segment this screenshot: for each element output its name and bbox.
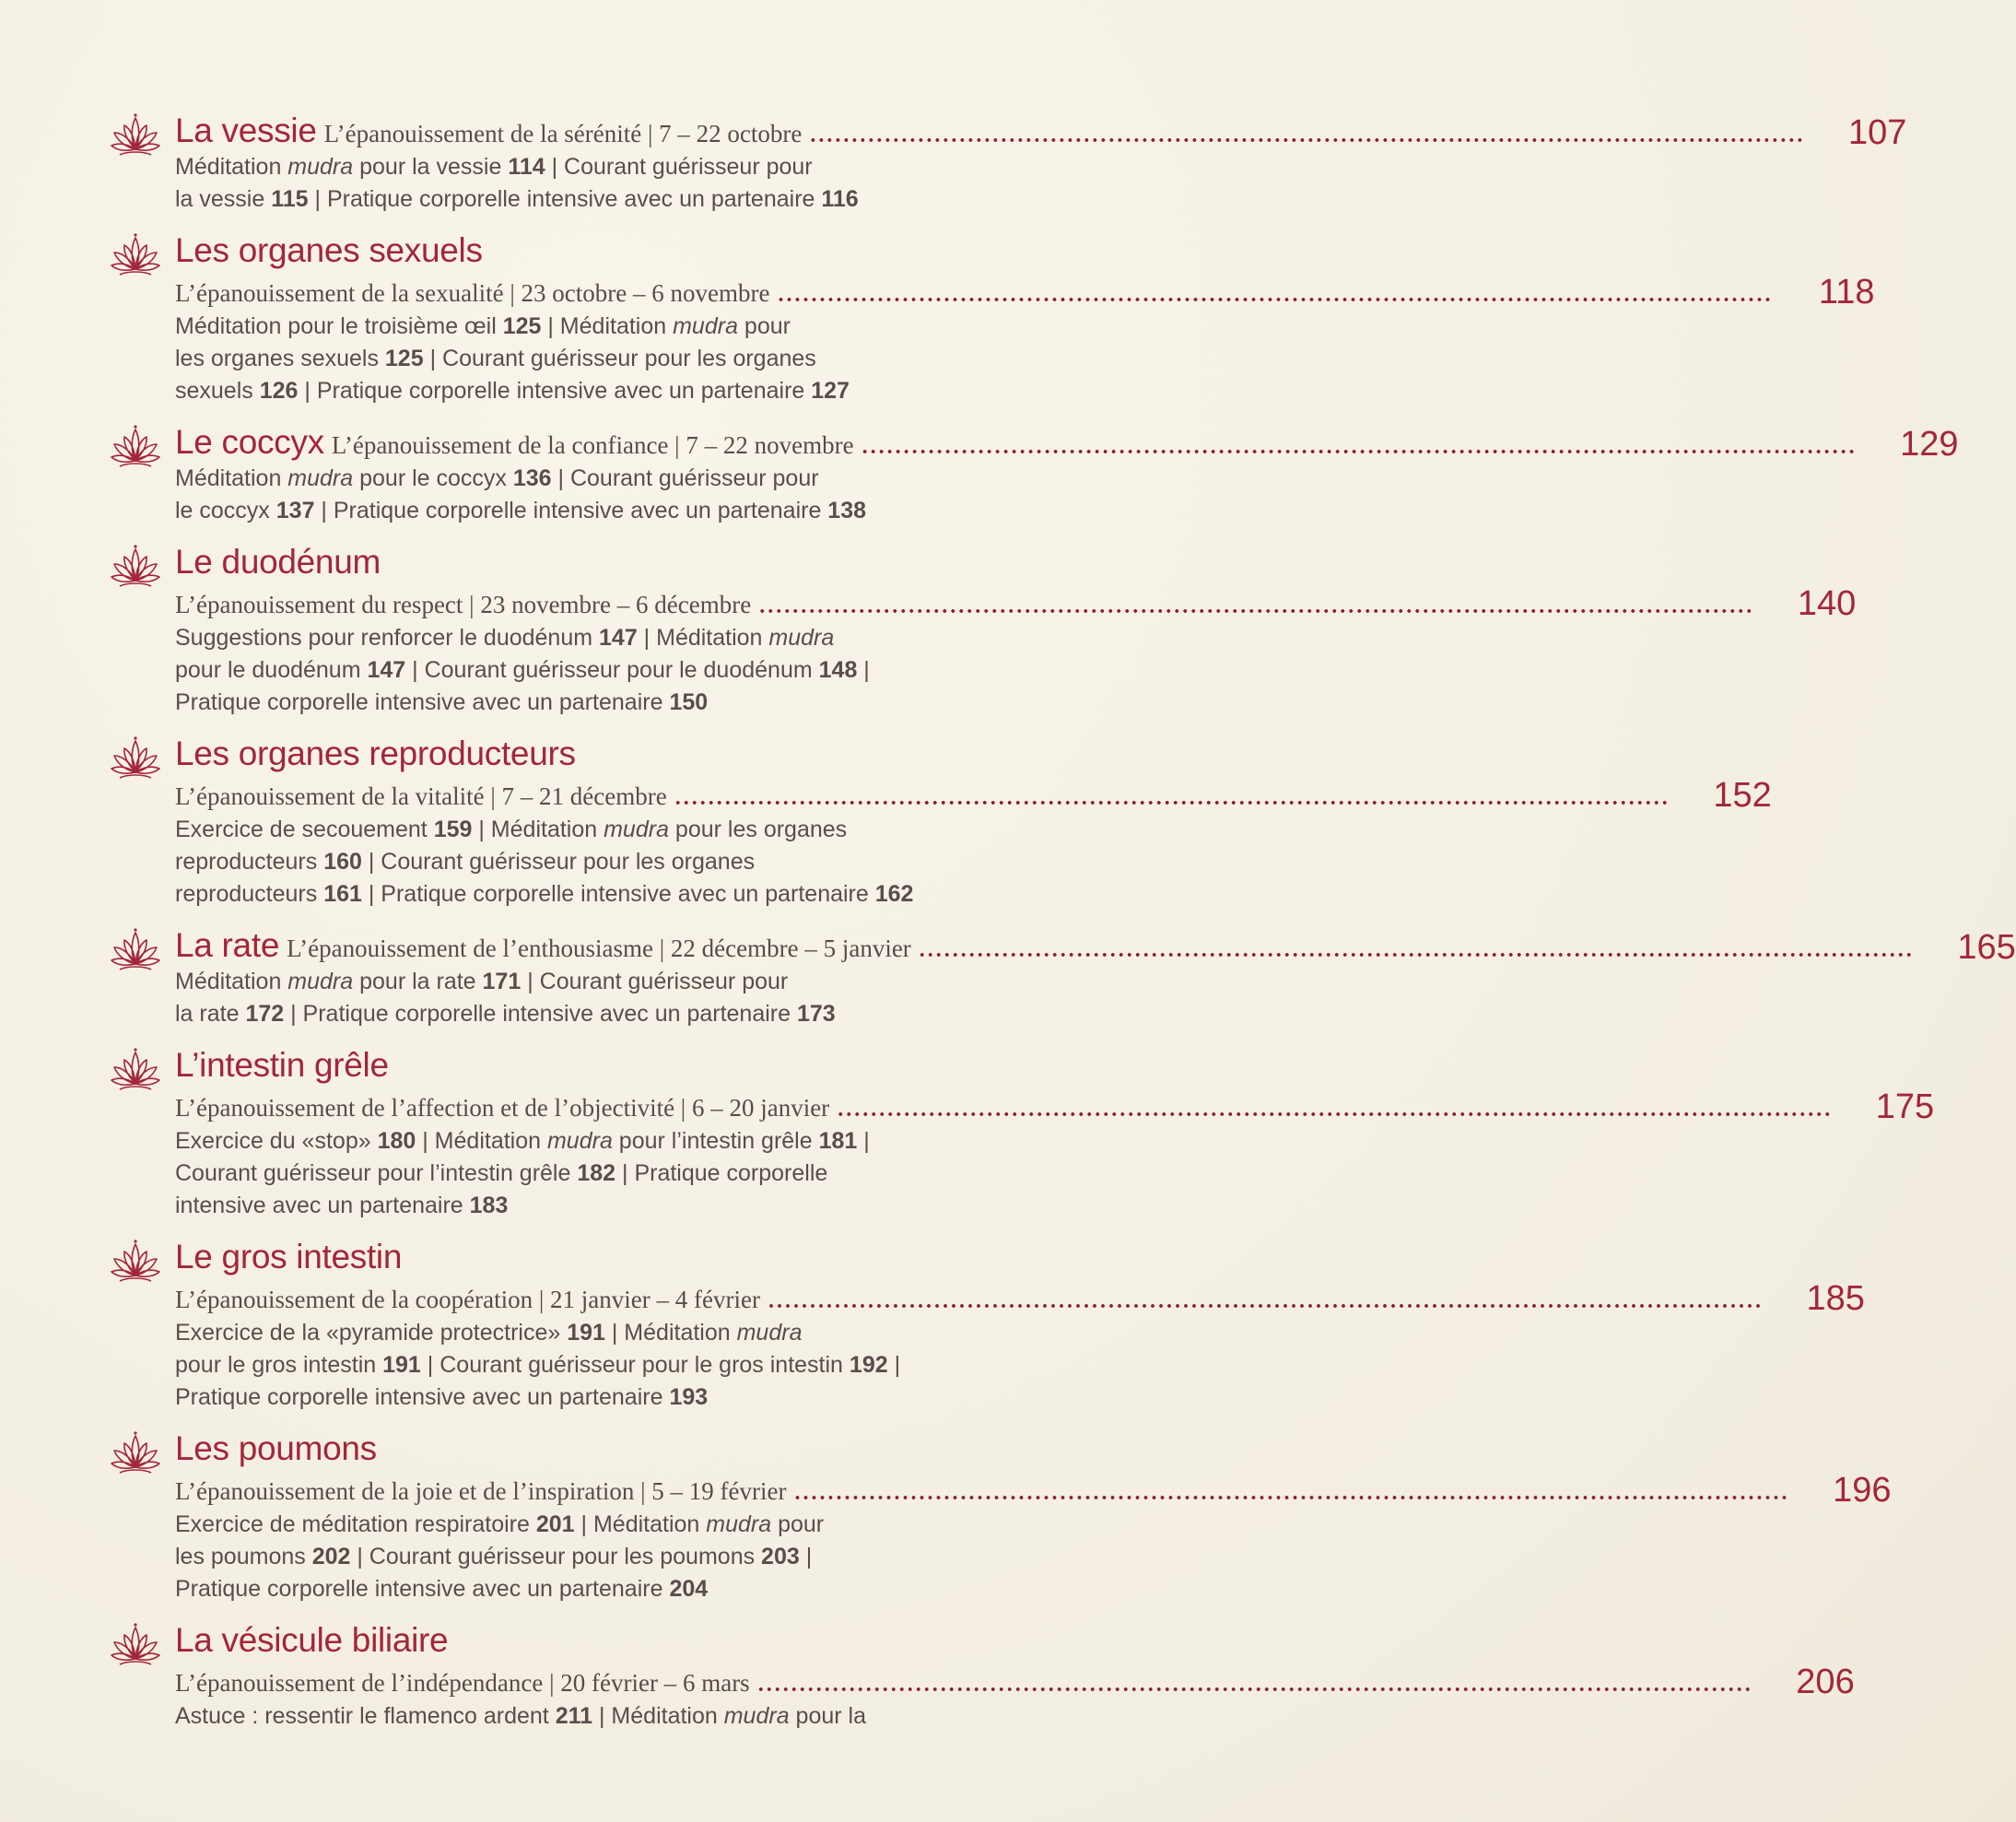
page-ref: 192 [849, 1352, 888, 1378]
detail-text: pour l’intestin grêle [612, 1128, 819, 1154]
entry-title[interactable]: Le coccyx [175, 423, 324, 461]
entry-detail-line [175, 375, 1023, 407]
toc-entry[interactable] [109, 230, 1875, 407]
detail-text: | [857, 1128, 870, 1154]
detail-text: les poumons [175, 1544, 312, 1569]
detail-text: la vessie [175, 186, 272, 212]
entry-detail-line [175, 846, 1023, 878]
entry-heading-row [175, 1045, 1141, 1086]
page-ref: 138 [827, 498, 867, 523]
page-ref: 191 [567, 1320, 605, 1346]
entry-subtitle-row [175, 582, 1857, 623]
entry-title[interactable]: La vésicule biliaire [175, 1621, 449, 1659]
entry-subheading [175, 780, 1670, 813]
lotus-icon [109, 1622, 162, 1670]
page-ref: 193 [669, 1384, 709, 1410]
page-ref: 114 [508, 154, 545, 180]
detail-text: Suggestions pour renforcer le duodénum [175, 625, 600, 651]
entry-heading [175, 111, 1805, 151]
detail-text: Exercice de secouement [175, 817, 434, 842]
page-number[interactable]: 196 [1833, 1471, 1892, 1510]
detail-text: | Pratique corporelle [615, 1160, 828, 1186]
entry-subtitle: L’épanouissement de l’indépendance | 20 février – 6 mars [175, 1669, 750, 1697]
page-ref: 136 [512, 465, 552, 491]
page-ref: 173 [796, 1001, 836, 1027]
toc-entry[interactable] [109, 734, 1772, 911]
page-ref: 150 [669, 689, 709, 715]
detail-text: | [887, 1352, 901, 1378]
page-number[interactable]: 175 [1875, 1087, 1935, 1126]
entry-title[interactable]: Les organes sexuels [175, 231, 483, 269]
page-ref: 203 [761, 1544, 800, 1569]
lotus-icon [109, 1047, 162, 1095]
entry-detail-line [175, 1349, 1023, 1381]
detail-text: pour le gros intestin [175, 1352, 383, 1378]
entry-subtitle: L’épanouissement du respect | 23 novembre – 6 décembre [175, 591, 752, 618]
entry-heading-row [175, 1428, 1141, 1469]
entry-title[interactable]: L’intestin grêle [175, 1046, 389, 1084]
page-ref: 125 [384, 346, 424, 371]
page-number[interactable]: 206 [1796, 1663, 1855, 1701]
detail-text: | Méditation [574, 1511, 707, 1537]
entry-heading-row [175, 230, 1141, 271]
detail-text: Exercice de la «pyramide protectrice» [175, 1320, 568, 1346]
detail-text: | Pratique corporelle intensive avec un partenaire [314, 498, 828, 523]
entry-detail-line [175, 654, 1023, 687]
entry-detail-line [175, 183, 1023, 216]
page-ref: 148 [818, 657, 858, 683]
detail-text: reproducteurs [175, 849, 324, 875]
detail-text: Méditation [175, 154, 288, 180]
detail-text: Exercice du «stop» [175, 1128, 378, 1154]
detail-text: pour la vessie [353, 154, 509, 180]
entry-subtitle: L’épanouissement de l’enthousiasme | 22 décembre – 5 janvier [287, 935, 911, 962]
detail-text: | Courant guérisseur pour les organes [423, 346, 816, 371]
entry-detail-line [175, 687, 1023, 719]
page-ref: 171 [482, 969, 522, 994]
detail-text: | Courant guérisseur pour le gros intestin [420, 1352, 850, 1378]
page-ref: 137 [275, 498, 315, 523]
entry-subheading [175, 1283, 1764, 1316]
page-ref: 126 [259, 378, 299, 404]
entry-detail-line [175, 1317, 1023, 1349]
toc-entry[interactable] [109, 111, 1907, 216]
detail-text: | Courant guérisseur pour les poumons [350, 1544, 762, 1569]
detail-text: Méditation [175, 465, 288, 491]
detail-text: | [857, 657, 870, 683]
entry-detail-line [175, 1158, 1023, 1190]
entry-detail-line [175, 878, 1023, 911]
entry-heading-row [175, 925, 2016, 967]
entry-subtitle-row [175, 271, 1875, 312]
entry-title[interactable]: La rate [175, 926, 280, 964]
entry-detail-line [175, 463, 1023, 495]
entry-detail-line [175, 1700, 1023, 1733]
toc-entry[interactable] [109, 422, 1959, 527]
toc-entry[interactable] [109, 1620, 1855, 1733]
detail-text: mudra [736, 1320, 803, 1346]
page-number[interactable]: 107 [1847, 113, 1907, 152]
page-ref: 172 [245, 1001, 285, 1027]
entry-detail-line [175, 814, 1023, 846]
detail-text: Exercice de méditation respiratoire [175, 1511, 536, 1537]
detail-text: | Pratique corporelle intensive avec un partenaire [298, 378, 812, 404]
entry-subtitle-row [175, 1469, 1892, 1510]
detail-text: Astuce : ressentir le flamenco ardent [175, 1703, 556, 1729]
detail-text: mudra [287, 969, 354, 994]
detail-text: les organes sexuels [175, 346, 385, 371]
entry-title[interactable]: Les poumons [175, 1429, 377, 1467]
entry-subtitle: L’épanouissement de la sexualité | 23 octobre – 6 novembre [175, 279, 770, 307]
detail-text: intensive avec un partenaire [175, 1193, 470, 1218]
page-ref: 180 [377, 1128, 416, 1154]
entry-subtitle-row [175, 1277, 1865, 1318]
toc-entry[interactable] [109, 925, 2016, 1030]
entry-heading-row [175, 542, 1141, 582]
entry-heading-row [175, 734, 1141, 774]
entry-detail-line [175, 311, 1023, 343]
entry-heading-row [175, 1620, 1141, 1661]
detail-text: | Pratique corporelle intensive avec un partenaire [361, 881, 875, 907]
detail-text: mudra [287, 154, 354, 180]
page-ref: 183 [469, 1193, 509, 1218]
entry-subheading [175, 588, 1754, 621]
entry-subtitle: L’épanouissement de la joie et de l’inspiration | 5 – 19 février [175, 1477, 787, 1505]
page-ref: 160 [323, 849, 362, 875]
entry-subtitle: L’épanouissement de la confiance | 7 – 22 novembre [331, 431, 854, 459]
detail-text: | Méditation [472, 817, 604, 842]
detail-text: | Méditation [604, 1320, 737, 1346]
detail-text: pour [771, 1511, 825, 1537]
leader-dots: ........................................................................................................................ [769, 283, 1774, 307]
toc-entry[interactable] [109, 542, 1857, 719]
entry-title[interactable]: Le duodénum [175, 543, 381, 581]
detail-text: mudra [604, 817, 669, 842]
page-number[interactable]: 118 [1818, 273, 1875, 312]
entry-detail-line [175, 622, 1023, 654]
detail-text: le coccyx [175, 498, 276, 523]
entry-detail-line [175, 966, 1023, 998]
detail-text: | Méditation [592, 1703, 724, 1729]
page-ref: 161 [323, 881, 362, 907]
detail-text: Courant guérisseur pour l’intestin grêle [175, 1160, 578, 1186]
detail-text: Méditation pour le troisième œil [175, 313, 503, 339]
toc-entry[interactable] [109, 1237, 1865, 1414]
entry-title[interactable]: Les organes reproducteurs [175, 735, 576, 772]
leader-dots: ........................................................................................................................ [853, 435, 1858, 459]
leader-dots: ........................................................................................................................ [910, 938, 1915, 962]
entry-detail-line [175, 998, 1023, 1030]
entry-subtitle: L’épanouissement de la coopération | 21 janvier – 4 février [175, 1286, 760, 1313]
page-number[interactable]: 165 [1957, 928, 2016, 967]
page-ref: 191 [382, 1352, 421, 1378]
entry-subtitle-row [175, 1661, 1855, 1701]
detail-text: mudra [706, 1511, 772, 1537]
lotus-icon [109, 1239, 162, 1287]
lotus-icon [109, 424, 162, 472]
detail-text: pour le duodénum [175, 657, 368, 683]
leader-dots: ........................................................................................................................ [749, 1673, 1753, 1697]
page-ref: 127 [811, 378, 850, 404]
lotus-icon [109, 544, 162, 592]
detail-text: pour la rate [353, 969, 483, 994]
detail-text: pour la [789, 1703, 866, 1729]
lotus-icon [109, 1430, 162, 1478]
entry-heading [175, 925, 1915, 966]
page-number[interactable]: 152 [1713, 776, 1772, 815]
lotus-icon [109, 735, 162, 783]
detail-text: pour [737, 313, 791, 339]
detail-text: mudra [546, 1128, 613, 1154]
detail-text: la rate [175, 1001, 246, 1027]
detail-text: mudra [768, 625, 835, 651]
entry-subtitle-row [175, 1086, 1935, 1126]
detail-text: | Courant guérisseur pour [521, 969, 789, 994]
entry-subheading [175, 1666, 1753, 1699]
entry-detail-line [175, 1541, 1023, 1573]
leader-dots: ........................................................................................................................ [786, 1481, 1790, 1505]
toc-entry[interactable] [109, 1045, 1935, 1222]
detail-text: | Courant guérisseur pour [551, 465, 819, 491]
page-ref: 201 [535, 1511, 575, 1537]
page-ref: 202 [311, 1544, 351, 1569]
detail-text: reproducteurs [175, 881, 324, 907]
lotus-icon [109, 112, 162, 160]
page-ref: 162 [874, 881, 914, 907]
entry-detail-line [175, 343, 1023, 375]
entry-heading [175, 422, 1858, 463]
leader-dots: ........................................................................................................................ [759, 1289, 1764, 1313]
detail-text: | Courant guérisseur pour les organes [361, 849, 756, 875]
entry-subtitle: L’épanouissement de la sérénité | 7 – 22 octobre [323, 120, 803, 147]
page-ref: 116 [821, 186, 859, 212]
page-ref: 115 [271, 186, 309, 212]
entry-heading-row [175, 111, 1907, 152]
page-ref: 181 [818, 1128, 858, 1154]
lotus-icon [109, 232, 162, 280]
detail-text: mudra [287, 465, 354, 491]
page-ref: 147 [367, 657, 406, 683]
detail-text: | Pratique corporelle intensive avec un partenaire [308, 186, 822, 212]
entry-heading-row [175, 1237, 1141, 1277]
toc-entry[interactable] [109, 1428, 1892, 1605]
detail-text: Pratique corporelle intensive avec un partenaire [175, 1384, 670, 1410]
detail-text: | Méditation [541, 313, 674, 339]
detail-text: | Pratique corporelle intensive avec un partenaire [284, 1001, 797, 1027]
detail-text: Pratique corporelle intensive avec un partenaire [175, 1576, 670, 1602]
detail-text: | [799, 1544, 813, 1569]
page-ref: 182 [577, 1160, 616, 1186]
detail-text: | Méditation [637, 625, 769, 651]
detail-text: | Courant guérisseur pour [545, 154, 813, 180]
entry-detail-line [175, 1509, 1023, 1541]
detail-text: mudra [673, 313, 738, 339]
entry-detail-line [175, 1381, 1023, 1414]
entry-subheading [175, 276, 1773, 310]
detail-text: pour les organes [668, 817, 848, 842]
detail-text: sexuels [175, 378, 260, 404]
entry-subheading [175, 1475, 1789, 1508]
leader-dots: ........................................................................................................................ [802, 123, 1806, 147]
entry-title[interactable]: La vessie [175, 112, 317, 149]
entry-subheading [175, 1091, 1833, 1124]
leader-dots: ........................................................................................................................ [751, 594, 1755, 618]
lotus-icon [109, 927, 162, 975]
detail-text: | Courant guérisseur pour le duodénum [405, 657, 819, 683]
entry-subtitle-row [175, 774, 1772, 815]
page-ref: 147 [599, 625, 638, 651]
leader-dots: ........................................................................................................................ [666, 786, 1670, 810]
entry-subtitle: L’épanouissement de la vitalité | 7 – 21 décembre [175, 782, 667, 810]
detail-text: pour le coccyx [353, 465, 513, 491]
table-of-contents [109, 111, 2016, 1747]
page-ref: 204 [669, 1576, 709, 1602]
entry-title[interactable]: Le gros intestin [175, 1238, 403, 1275]
page-ref: 211 [555, 1703, 593, 1729]
entry-heading-row [175, 422, 1959, 464]
page-ref: 159 [433, 817, 473, 842]
entry-detail-line [175, 151, 1023, 183]
page-number[interactable]: 185 [1806, 1279, 1865, 1318]
entry-subtitle: L’épanouissement de l’affection et de l’objectivité | 6 – 20 janvier [175, 1094, 830, 1122]
detail-text: Méditation [175, 969, 288, 994]
leader-dots: ........................................................................................................................ [829, 1098, 1834, 1122]
page-number[interactable]: 140 [1797, 584, 1857, 623]
entry-detail-line [175, 1190, 1023, 1222]
detail-text: mudra [723, 1703, 790, 1729]
entry-detail-line [175, 495, 1023, 527]
entry-detail-line [175, 1573, 1023, 1605]
detail-text: | Méditation [416, 1128, 547, 1154]
page-ref: 125 [502, 313, 542, 339]
entry-detail-line [175, 1125, 1023, 1158]
page-number[interactable]: 129 [1900, 425, 1959, 464]
detail-text: Pratique corporelle intensive avec un partenaire [175, 689, 670, 715]
